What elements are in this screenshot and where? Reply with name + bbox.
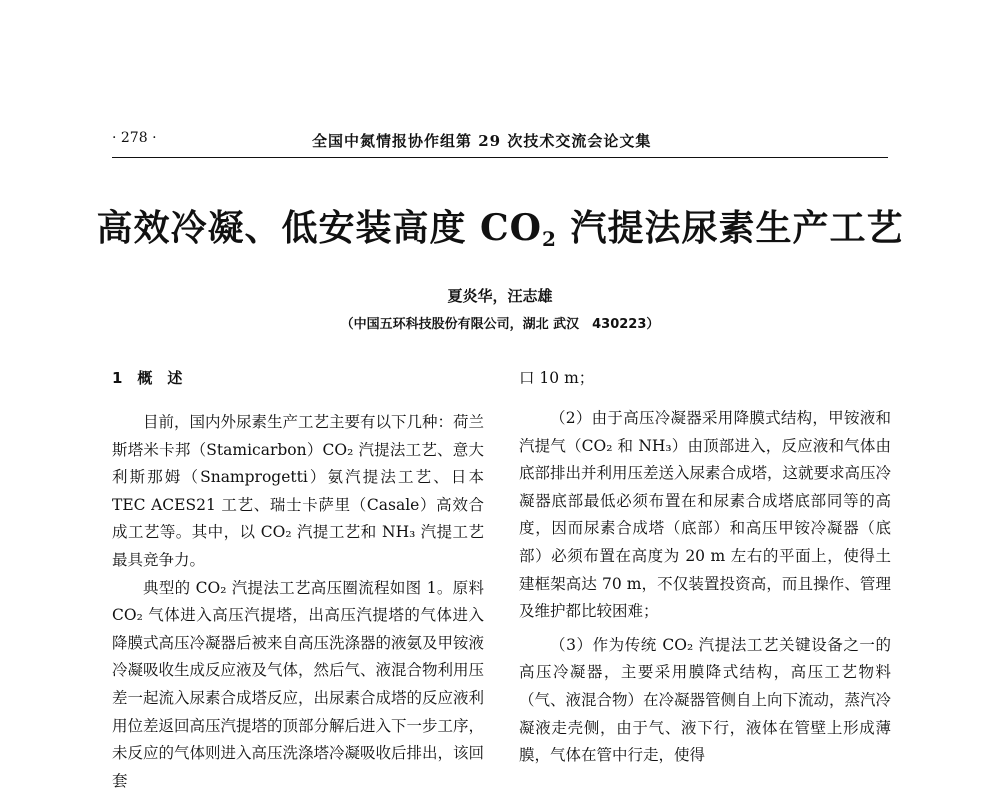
affiliation: （中国五环科技股份有限公司，湖北 武汉 430223） [340, 317, 660, 332]
title-rest: 汽提法尿素生产工艺 [556, 207, 904, 249]
section-heading: 1 概 述 [112, 369, 183, 387]
left-column [112, 365, 484, 795]
title-main: 高效冷凝、低安装高度 CO [96, 207, 543, 249]
title-subscript: 2 [542, 227, 557, 251]
right-column [519, 365, 891, 770]
authors: 夏炎华，汪志雄 [447, 287, 553, 305]
paper-title [0, 200, 1000, 251]
paragraph: 目前，国内外尿素生产工艺主要有以下几种：荷兰斯塔米卡邦（Stamicarbon）CO₂ 汽提法工艺、意大利斯那姆（Snamprogetti）氨汽提法工艺、日本 TEC ACES21 工艺、瑞士卡萨里（Casale）高效合成工艺等。其中，以 CO₂ 汽提工艺和 NH₃ 汽提工艺最具竞争力。 [112, 413, 485, 569]
paragraph: （2）由于高压冷凝器采用降膜式结构，甲铵液和汽提气（CO₂ 和 NH₃）由顶部进入，反应液和气体由底部排出并利用压差送入尿素合成塔，这就要求高压冷凝器底部最低必须布置在和尿素合成塔底部同等的高度，因而尿素合成塔（底部）和高压甲铵冷凝器（底部）必须布置在高度为 20 m 左右的平面上，使得土建框架高达 70 m，不仅装置投资高，而且操作、管理及维护都比较困难； [519, 409, 892, 621]
paragraph-continuation: 口 10 m； [519, 369, 595, 387]
paragraph: 典型的 CO₂ 汽提法工艺高压圈流程如图 1。原料 CO₂ 气体进入高压汽提塔，出高压汽提塔的气体进入降膜式高压冷凝器后被来自高压洗涤器的液氨及甲铵液冷凝吸收生成反应液及气体，然后气、液混合物利用压差一起流入尿素合成塔反应，出尿素合成塔的反应液利用位差返回高压汽提塔的顶部分解后进入下一步工序，未反应的气体则进入高压洗涤塔冷凝吸收后排出，该回套 [112, 578, 485, 790]
header-rule [112, 157, 888, 158]
paragraph: （3）作为传统 CO₂ 汽提法工艺关键设备之一的高压冷凝器，主要采用膜降式结构，高压工艺物料（气、液混合物）在冷凝器管侧自上向下流动，蒸汽冷凝液走壳侧，由于气、液下行，液体在管壁上形成薄膜，气体在管中行走，使得 [519, 635, 892, 765]
running-header [112, 130, 888, 154]
journal-title: 全国中氮情报协作组第 29 次技术交流会论文集 [312, 132, 652, 150]
page-number: · 278 · [112, 130, 157, 146]
